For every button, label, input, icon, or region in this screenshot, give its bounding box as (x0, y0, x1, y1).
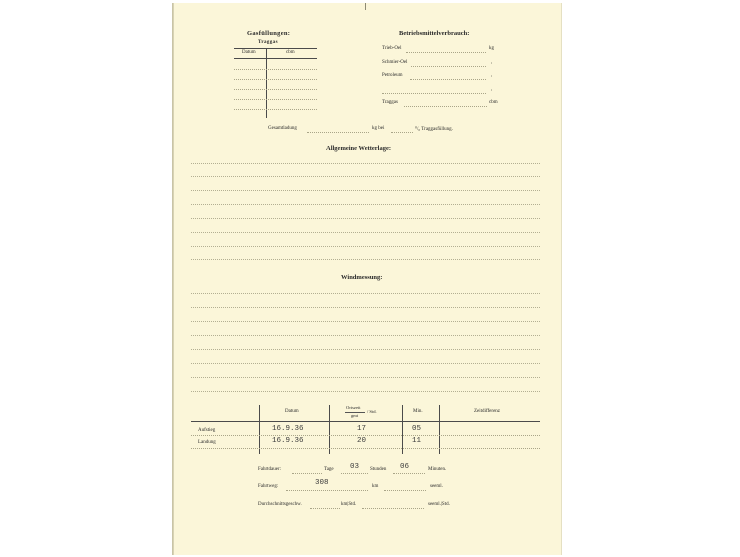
table-col-time-bottom: gmt (351, 413, 359, 418)
gas-subtitle: Traggas (258, 40, 278, 45)
consumption-unit-cbm: cbm (489, 100, 498, 105)
wind-line (191, 293, 540, 294)
duration-days-line (341, 473, 368, 474)
table-row-min-landing: 11 (412, 437, 422, 445)
gas-row-line (234, 109, 317, 110)
consumption-line (406, 52, 486, 53)
load-percent-label: ⁰/₀ Traggasfüllung. (415, 127, 453, 132)
consumption-line (382, 93, 486, 94)
consumption-unit-ditto: , (491, 60, 493, 65)
weather-line (191, 259, 540, 260)
table-row-date-landing: 16.9.36 (272, 437, 304, 445)
weather-line (191, 204, 540, 205)
wind-line (191, 377, 540, 378)
duration-hours-value: 06 (400, 463, 410, 471)
consumption-label-traggas: Traggas (382, 100, 398, 105)
weather-line (191, 246, 540, 247)
duration-days-label: Tage (324, 467, 334, 472)
wind-line (191, 363, 540, 364)
table-divider (259, 405, 260, 454)
speed-nmh-line (362, 508, 424, 509)
table-row-line (191, 435, 540, 436)
table-row-line (191, 448, 540, 449)
gas-column-divider (266, 48, 267, 118)
wind-line (191, 335, 540, 336)
speed-nmh-label: seeml.|Std. (428, 502, 450, 507)
table-col-date: Datum (285, 409, 299, 414)
load-kg-line (307, 132, 369, 133)
weather-line (191, 218, 540, 219)
table-row-hour-ascent: 17 (357, 425, 367, 433)
consumption-unit-ditto: , (491, 73, 493, 78)
wind-line (191, 321, 540, 322)
gas-row-line (234, 99, 317, 100)
duration-minutes-label: Minuten. (428, 467, 447, 472)
consumption-label-trieb-oel: Trieb-Oel (382, 46, 402, 51)
gas-row-line (234, 79, 317, 80)
distance-km-line (286, 490, 368, 491)
table-row-date-ascent: 16.9.36 (272, 425, 304, 433)
consumption-label-petroleum: Petroleum (382, 73, 403, 78)
duration-hours-line (393, 473, 425, 474)
table-header-rule (191, 421, 540, 422)
consumption-title: Betriebsmittelverbrauch: (399, 30, 470, 37)
gas-row-line (234, 69, 317, 70)
gas-col-date: Datum (242, 50, 256, 55)
weather-line (191, 232, 540, 233)
load-percent-line (391, 132, 413, 133)
gas-row-line (234, 89, 317, 90)
duration-label: Fahrtdauer: (258, 467, 282, 472)
log-page (173, 3, 562, 555)
table-row-hour-landing: 20 (357, 437, 367, 445)
table-row-label-ascent: Aufstieg (198, 428, 216, 433)
top-tick-mark (365, 3, 366, 10)
distance-value: 308 (315, 479, 329, 487)
duration-hours-label: Stunden (370, 467, 387, 472)
table-divider (402, 405, 403, 454)
wind-line (191, 349, 540, 350)
duration-days-value: 03 (350, 463, 360, 471)
load-kg-label: kg bei (372, 126, 385, 131)
table-col-time-unit: / Std. (367, 409, 377, 414)
table-row-label-landing: Landung (198, 440, 216, 445)
table-divider (439, 405, 440, 454)
speed-kmh-line (310, 508, 340, 509)
speed-label: Durchschnittsgeschw. (258, 502, 302, 507)
weather-line (191, 190, 540, 191)
load-label: Gesamtladung (268, 126, 297, 131)
table-col-diff: Zeitdifferenz (474, 409, 501, 414)
distance-nm-label: seeml. (430, 484, 443, 489)
distance-label: Fahrtweg: (258, 484, 279, 489)
weather-title: Allgemeine Wetterlage: (326, 145, 392, 152)
wind-title: Windmessung: (341, 274, 383, 281)
table-col-min: Min. (413, 409, 423, 414)
consumption-line (410, 79, 486, 80)
consumption-label-schmier-oel: Schmier-Oel (382, 60, 408, 65)
distance-nm-line (384, 490, 426, 491)
consumption-unit-ditto: , (491, 87, 493, 92)
consumption-line (411, 66, 486, 67)
consumption-unit-kg: kg (489, 46, 494, 51)
distance-km-label: km (372, 484, 379, 489)
consumption-line (404, 106, 487, 107)
speed-kmh-label: km|Std. (341, 502, 357, 507)
weather-line (191, 176, 540, 177)
table-row-min-ascent: 05 (412, 425, 422, 433)
gas-header-line-bottom (234, 58, 317, 59)
wind-line (191, 391, 540, 392)
gas-title: Gasfüllungen: (247, 30, 291, 37)
table-divider (329, 405, 330, 454)
table-col-time-top: Ortszeit (346, 405, 361, 410)
wind-line (191, 307, 540, 308)
weather-line (191, 163, 540, 164)
duration-days-line-lead (292, 473, 322, 474)
gas-header-line-top (234, 48, 317, 49)
gas-col-cbm: cbm (286, 50, 295, 55)
